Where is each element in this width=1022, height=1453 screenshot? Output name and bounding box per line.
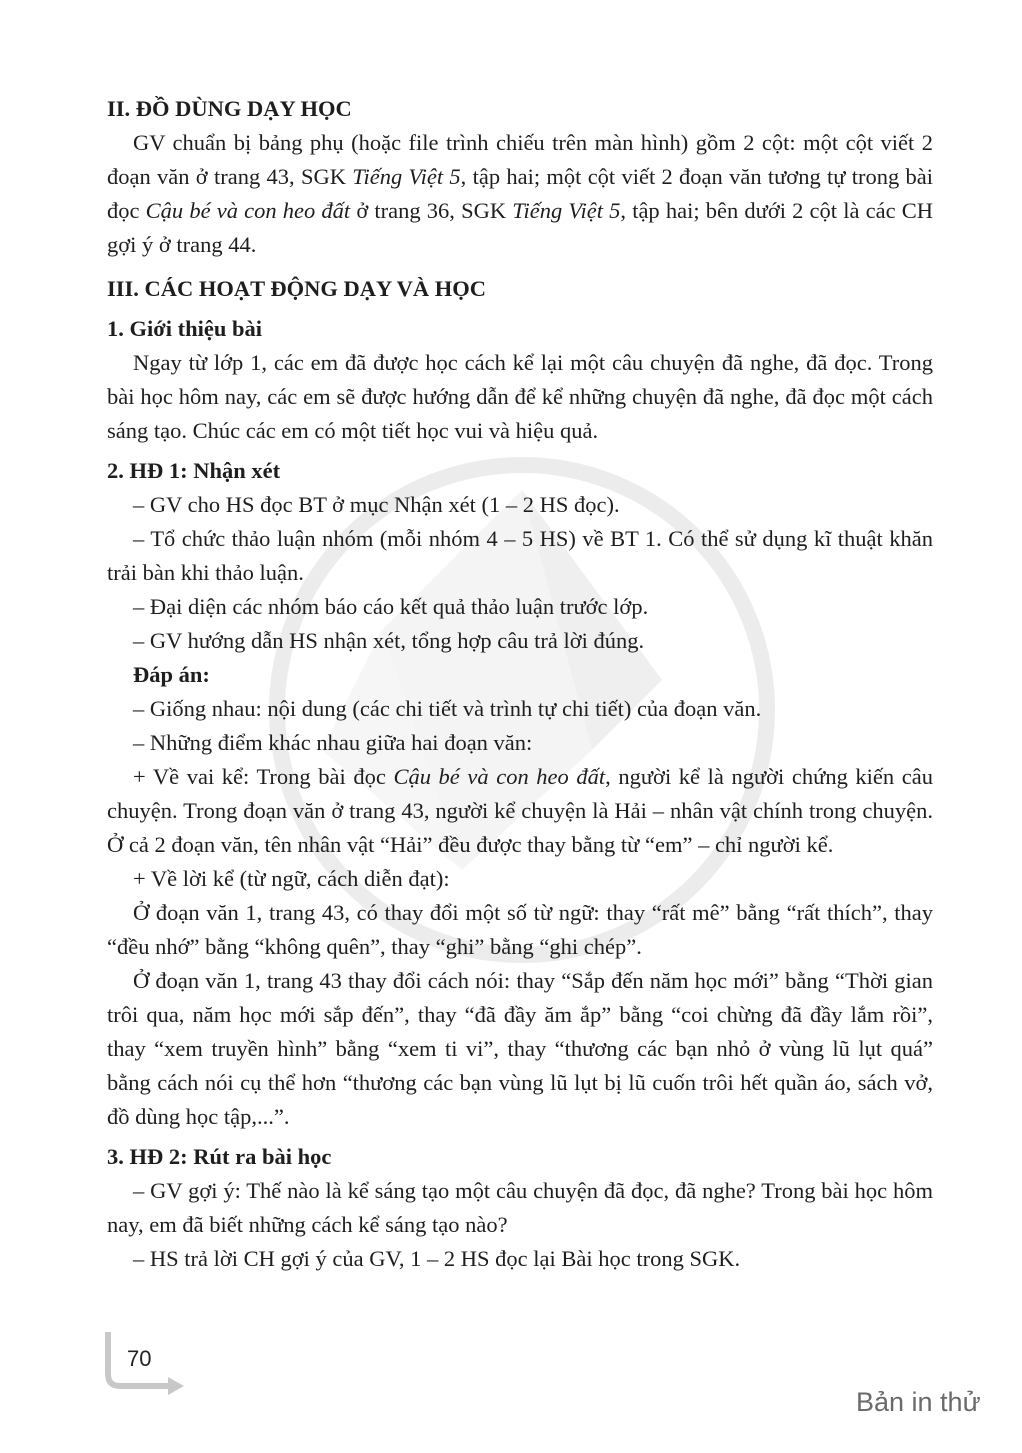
list-item: – HS trả lời CH gợi ý của GV, 1 – 2 HS đọc lại Bài học trong SGK. [133, 1246, 741, 1271]
list-item: – Tổ chức thảo luận nhóm (mỗi nhóm 4 – 5 HS) về BT 1. Có thể sử dụng kĩ thuật khăn trải bàn khi thảo luận. [107, 526, 933, 585]
page-number: 70 [127, 1346, 152, 1371]
list-item: – GV hướng dẫn HS nhận xét, tổng hợp câu trả lời đúng. [133, 628, 645, 653]
subheading-introduction: 1. Giới thiệu bài [107, 316, 262, 341]
answer-item: + Về vai kể: Trong bài đọc Cậu bé và con heo đất, người kể là người chứng kiến câu chuyện. Trong đoạn văn ở trang 43, người kể chuyện là Hải – nhân vật chính trong chuyện. Ở cả 2 đoạn văn, tên nhân vật “Hải” đều được thay bằng từ “em” – chỉ người kể. [107, 764, 933, 857]
answer-label: Đáp án: [133, 662, 210, 687]
answer-item: + Về lời kể (từ ngữ, cách diễn đạt): [133, 866, 450, 891]
list-item: – GV gợi ý: Thế nào là kể sáng tạo một câu chuyện đã đọc, đã nghe? Trong bài học hôm nay, em đã biết những cách kể sáng tạo nào? [107, 1178, 933, 1237]
subheading-activity-2: 3. HĐ 2: Rút ra bài học [107, 1144, 332, 1169]
introduction-paragraph: Ngay từ lớp 1, các em đã được học cách kể lại một câu chuyện đã nghe, đã đọc. Trong bài học hôm nay, các em sẽ được hướng dẫn để kể những chuyện đã nghe, đã đọc một cách sáng tạo. Chúc các em có một tiết học vui và hiệu quả. [107, 350, 933, 443]
answer-item: – Giống nhau: nội dung (các chi tiết và trình tự chi tiết) của đoạn văn. [133, 696, 762, 721]
page-content [107, 92, 933, 1276]
list-item: – Đại diện các nhóm báo cáo kết quả thảo luận trước lớp. [133, 594, 649, 619]
list-item: – GV cho HS đọc BT ở mục Nhận xét (1 – 2 HS đọc). [133, 492, 620, 517]
answer-item: Ở đoạn văn 1, trang 43, có thay đổi một số từ ngữ: thay “rất mê” bằng “rất thích”, thay “đều nhớ” bằng “không quên”, thay “ghi” bằng “ghi chép”. [107, 900, 933, 959]
section-heading-materials: II. ĐỒ DÙNG DẠY HỌC [107, 96, 352, 121]
section-heading-activities: III. CÁC HOẠT ĐỘNG DẠY VÀ HỌC [107, 276, 486, 301]
draft-watermark-label: Bản in thử [856, 1387, 981, 1417]
answer-item: – Những điểm khác nhau giữa hai đoạn văn: [133, 730, 533, 755]
answer-item: Ở đoạn văn 1, trang 43 thay đổi cách nói: thay “Sắp đến năm học mới” bằng “Thời gian trôi qua, năm học mới sắp đến”, thay “đã đầy ăm ắp” bằng “coi chừng đã đầy lắm rồi”, thay “xem truyền hình” bằng “xem ti vi”, thay “thương các bạn nhỏ ở vùng lũ lụt quá” bằng cách nói cụ thể hơn “thương các bạn vùng lũ lụt bị lũ cuốn trôi hết quần áo, sách vở, đồ dùng học tập,...”. [107, 968, 933, 1129]
subheading-activity-1: 2. HĐ 1: Nhận xét [107, 458, 281, 483]
materials-paragraph: GV chuẩn bị bảng phụ (hoặc file trình chiếu trên màn hình) gồm 2 cột: một cột viết 2 đoạn văn ở trang 43, SGK Tiếng Việt 5, tập hai; một cột viết 2 đoạn văn tương tự trong bài đọc Cậu bé và con heo đất ở trang 36, SGK Tiếng Việt 5, tập hai; bên dưới 2 cột là các CH gợi ý ở trang 44. [107, 130, 934, 257]
